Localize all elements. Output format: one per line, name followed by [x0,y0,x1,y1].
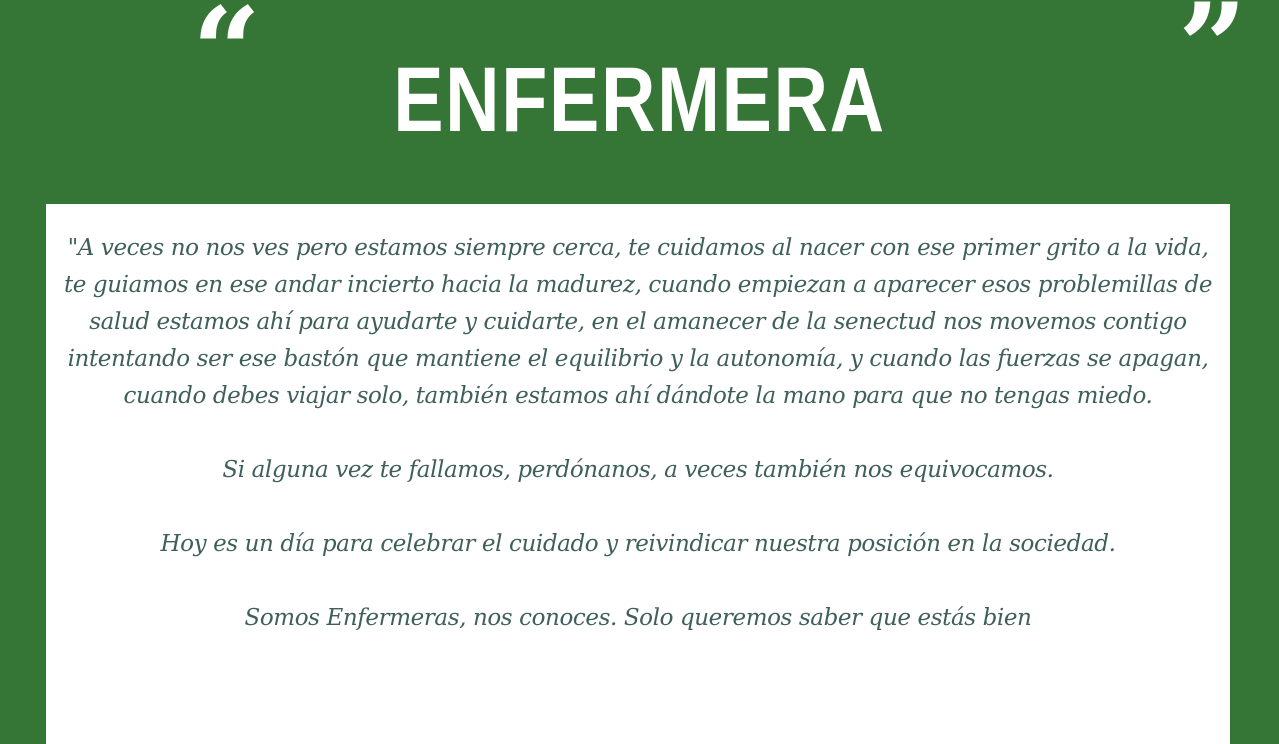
page-title: ENFERMERA [393,49,886,151]
quote-paragraph-4: Somos Enfermeras, nos conoces. Solo queremos saber que estás bien [244,605,1032,631]
quote-card [46,204,1230,744]
quote-text [46,204,1230,637]
quote-paragraph-3: Hoy es un día para celebrar el cuidado y reivindicar nuestra posición en la sociedad. [160,531,1116,557]
open-quote-icon: “ [192,0,262,122]
quote-paragraph-1: "A veces no nos ves pero estamos siempre cerca, te cuidamos al nacer con ese primer grito a la vida, te guiamos en ese andar incierto hacia la madurez, cuando empiezan a aparecer esos problemillas de salud estamos ahí para ayudarte y cuidarte, en el amanecer de la senectud nos movemos contigo intentando ser ese bastón que mantiene el equilibrio y la autonomía, y cuando las fuerzas se apagan, cuando debes viajar solo, también estamos ahí dándote la mano para que no tengas miedo. [63,235,1213,409]
quote-paragraph-2: Si alguna vez te fallamos, perdónanos, a veces también nos equivocamos. [222,457,1054,483]
close-quote-icon: ” [1178,0,1248,118]
